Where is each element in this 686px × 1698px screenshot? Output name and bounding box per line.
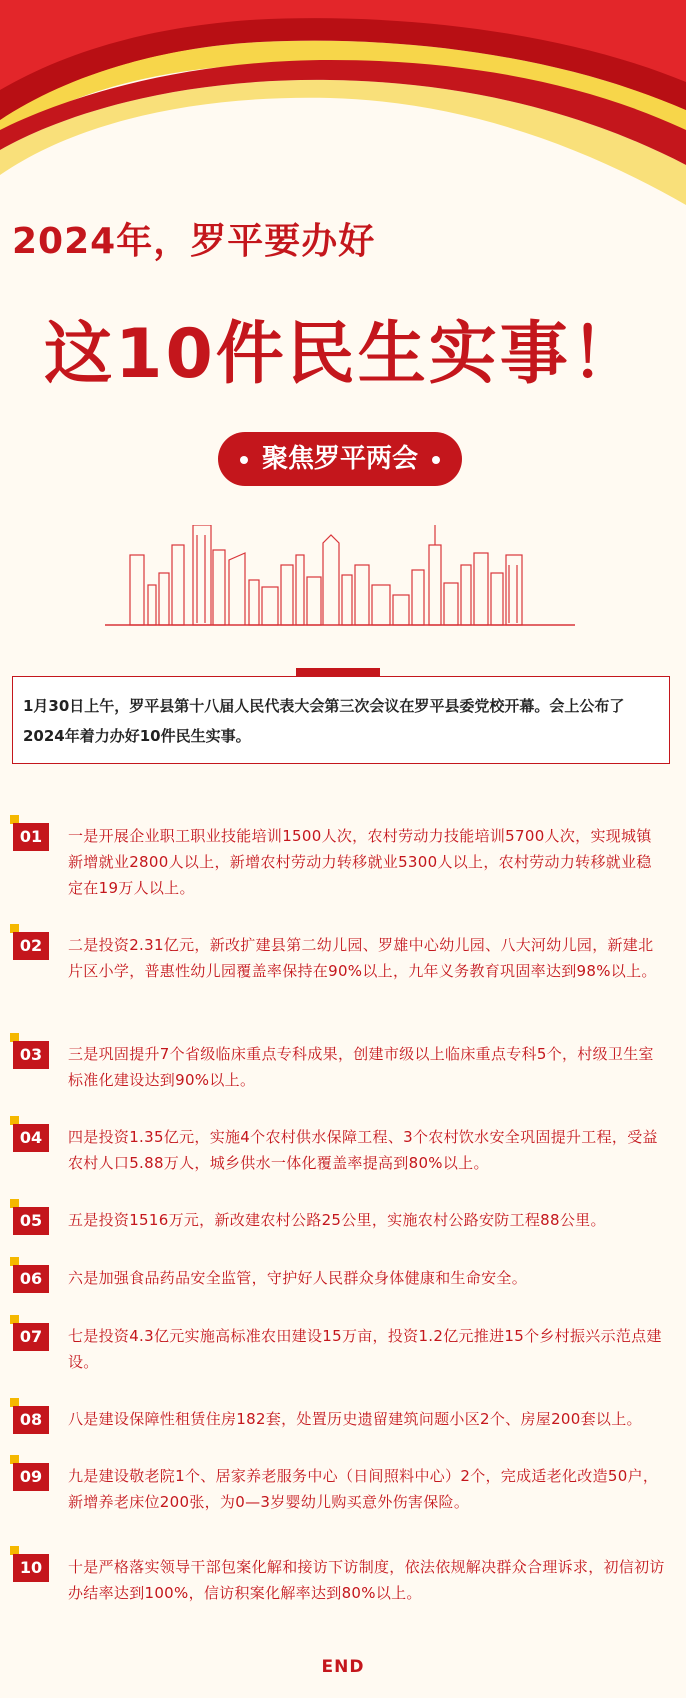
dot-icon [240, 456, 248, 464]
item-number-badge: 02 [13, 932, 49, 960]
item-number-badge: 03 [13, 1041, 49, 1069]
item-text: 六是加强食品药品安全监管，守护好人民群众身体健康和生命安全。 [68, 1269, 528, 1287]
item-number-badge: 06 [13, 1265, 49, 1293]
year-heading: 2024年，罗平要办好 [12, 221, 376, 262]
item-text: 三是巩固提升7个省级临床重点专科成果，创建市级以上临床重点专科5个，村级卫生室标准化建设达到90%以上。 [68, 1045, 654, 1089]
item-text: 九是建设敬老院1个、居家养老服务中心（日间照料中心）2个，完成适老化改造50户，新增养老床位200张，为0—3岁婴幼儿购买意外伤害保险。 [68, 1467, 659, 1511]
main-title: 这10件民生实事！ [44, 315, 642, 394]
intro-tab-marker [296, 668, 380, 676]
item-number-badge: 07 [13, 1323, 49, 1351]
item-text: 十是严格落实领导干部包案化解和接访下访制度，依法依规解决群众合理诉求，初信初访办结率达到100%，信访积案化解率达到80%以上。 [68, 1558, 665, 1602]
focus-pill [218, 432, 462, 486]
item-text: 四是投资1.35亿元，实施4个农村供水保障工程、3个农村饮水安全巩固提升工程，受益农村人口5.88万人，城乡供水一体化覆盖率提高到80%以上。 [68, 1128, 658, 1172]
intro-paragraph: 1月30日上午，罗平县第十八届人民代表大会第三次会议在罗平县委党校开幕。会上公布了2024年着力办好10件民生实事。 [12, 676, 670, 764]
item-text: 五是投资1516万元，新改建农村公路25公里，实施农村公路安防工程88公里。 [68, 1211, 606, 1229]
end-label: END [321, 1657, 365, 1677]
city-skyline-illustration [105, 525, 575, 627]
item-text: 二是投资2.31亿元，新改扩建县第二幼儿园、罗雄中心幼儿园、八大河幼儿园，新建北片区小学，普惠性幼儿园覆盖率保持在90%以上，九年义务教育巩固率达到98%以上。 [68, 936, 657, 980]
focus-pill-label: 聚焦罗平两会 [261, 444, 418, 474]
item-number-badge: 01 [13, 823, 49, 851]
ribbon-banner [0, 0, 686, 210]
item-number-badge: 04 [13, 1124, 49, 1152]
item-number-badge: 08 [13, 1406, 49, 1434]
item-number-badge: 10 [13, 1554, 49, 1582]
item-text: 一是开展企业职工职业技能培训1500人次，农村劳动力技能培训5700人次，实现城镇新增就业2800人以上，新增农村劳动力转移就业5300人以上，农村劳动力转移就业稳定在19万人以上。 [68, 827, 652, 897]
item-number-badge: 05 [13, 1207, 49, 1235]
item-number-badge: 09 [13, 1463, 49, 1491]
item-text: 八是建设保障性租赁住房182套，处置历史遗留建筑问题小区2个、房屋200套以上。 [68, 1410, 642, 1428]
dot-icon [432, 456, 440, 464]
item-text: 七是投资4.3亿元实施高标准农田建设15万亩，投资1.2亿元推进15个乡村振兴示范点建设。 [68, 1327, 662, 1371]
